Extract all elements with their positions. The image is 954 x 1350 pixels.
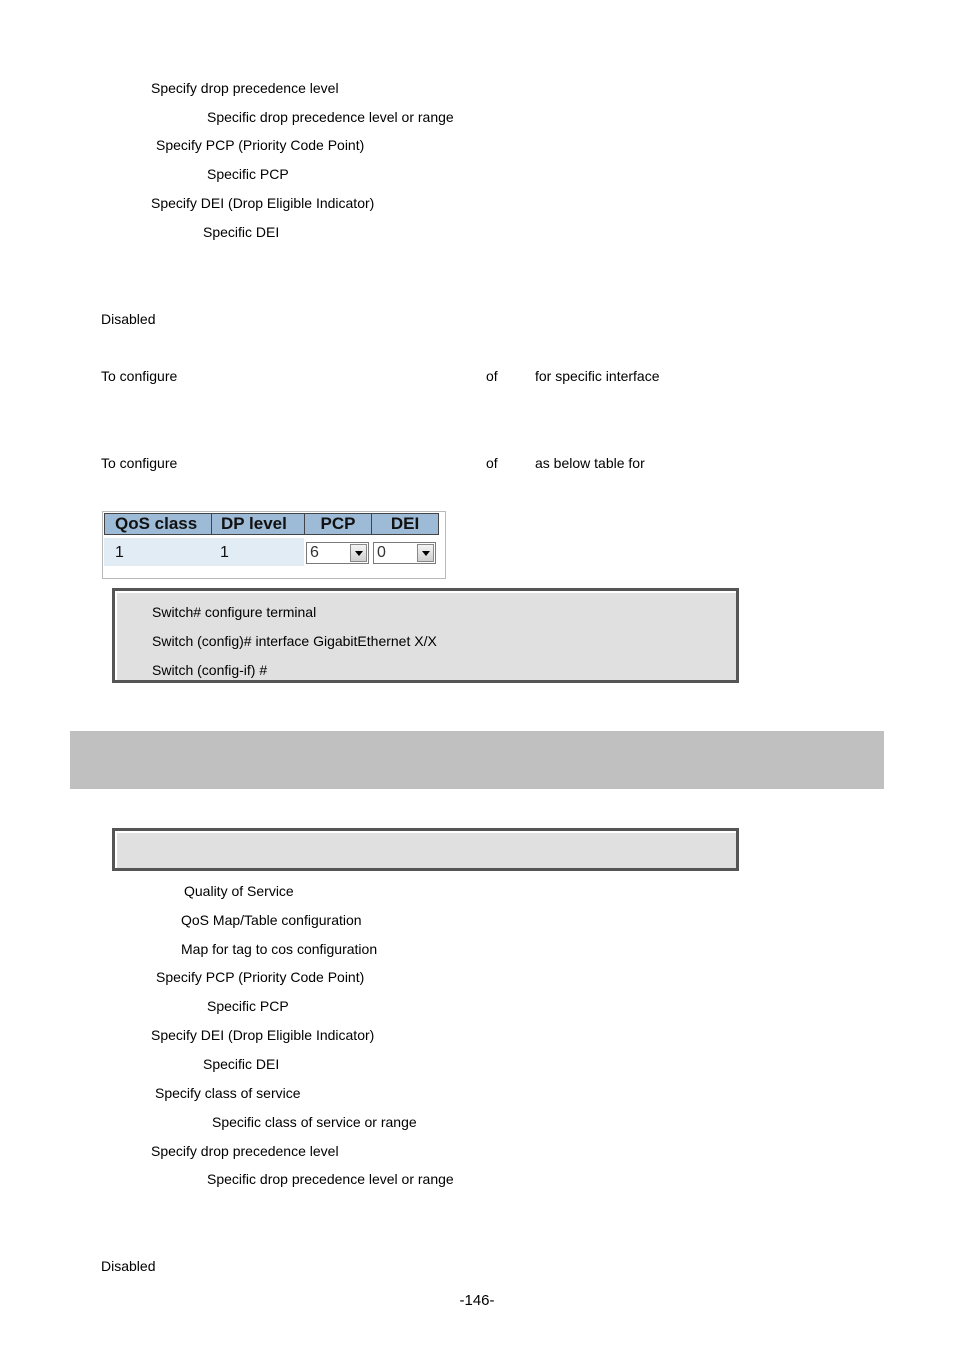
command-line: Switch (config)# interface GigabitEthernet X/X (152, 633, 437, 649)
qos-map-table (102, 511, 446, 579)
section-band (70, 731, 884, 789)
param-desc: Specify DEI (Drop Eligible Indicator) (151, 195, 375, 211)
param-desc: Specific DEI (203, 1056, 280, 1072)
chevron-down-icon[interactable] (417, 544, 434, 562)
dei-select-value: 0 (377, 544, 386, 561)
dei-select[interactable] (373, 542, 436, 564)
command-line: Switch (config-if) # (152, 662, 268, 678)
table-row (104, 538, 304, 566)
param-desc: Specify drop precedence level (151, 80, 339, 96)
param-desc: Specific PCP (207, 998, 289, 1014)
usage-text: of (486, 368, 498, 384)
chevron-down-icon[interactable] (350, 544, 367, 562)
pcp-select[interactable] (306, 542, 369, 564)
page-number: -146- (459, 1292, 495, 1309)
default-value: Disabled (101, 1258, 156, 1274)
usage-text: for specific interface (535, 368, 660, 384)
header-dp-level: DP level (212, 514, 305, 534)
param-desc: Specific drop precedence level or range (207, 1171, 454, 1187)
param-desc: Quality of Service (184, 883, 294, 899)
param-desc: Specify DEI (Drop Eligible Indicator) (151, 1027, 375, 1043)
param-desc: QoS Map/Table configuration (181, 912, 362, 928)
param-desc: Specify PCP (Priority Code Point) (156, 137, 365, 153)
default-value: Disabled (101, 311, 156, 327)
cell-qos-class: 1 (115, 544, 124, 561)
usage-text: To configure (101, 455, 178, 471)
command-line: Switch# configure terminal (152, 604, 317, 620)
cell-dp-level: 1 (220, 544, 229, 561)
header-pcp: PCP (305, 514, 372, 534)
header-dei: DEI (390, 514, 420, 533)
table-header (104, 513, 439, 535)
param-desc: Specific class of service or range (212, 1114, 417, 1130)
command-box (112, 588, 739, 683)
param-desc: Map for tag to cos configuration (181, 941, 378, 957)
header-qos-class: QoS class (105, 514, 212, 534)
usage-text: To configure (101, 368, 178, 384)
pcp-select-value: 6 (310, 544, 319, 561)
usage-text: as below table for (535, 455, 645, 471)
param-desc: Specify class of service (155, 1085, 301, 1101)
param-desc: Specify PCP (Priority Code Point) (156, 969, 365, 985)
param-desc: Specific drop precedence level or range (207, 109, 454, 125)
usage-text: of (486, 455, 498, 471)
param-desc: Specify drop precedence level (151, 1143, 339, 1159)
command-box (112, 828, 739, 871)
param-desc: Specific PCP (207, 166, 289, 182)
param-desc: Specific DEI (203, 224, 280, 240)
